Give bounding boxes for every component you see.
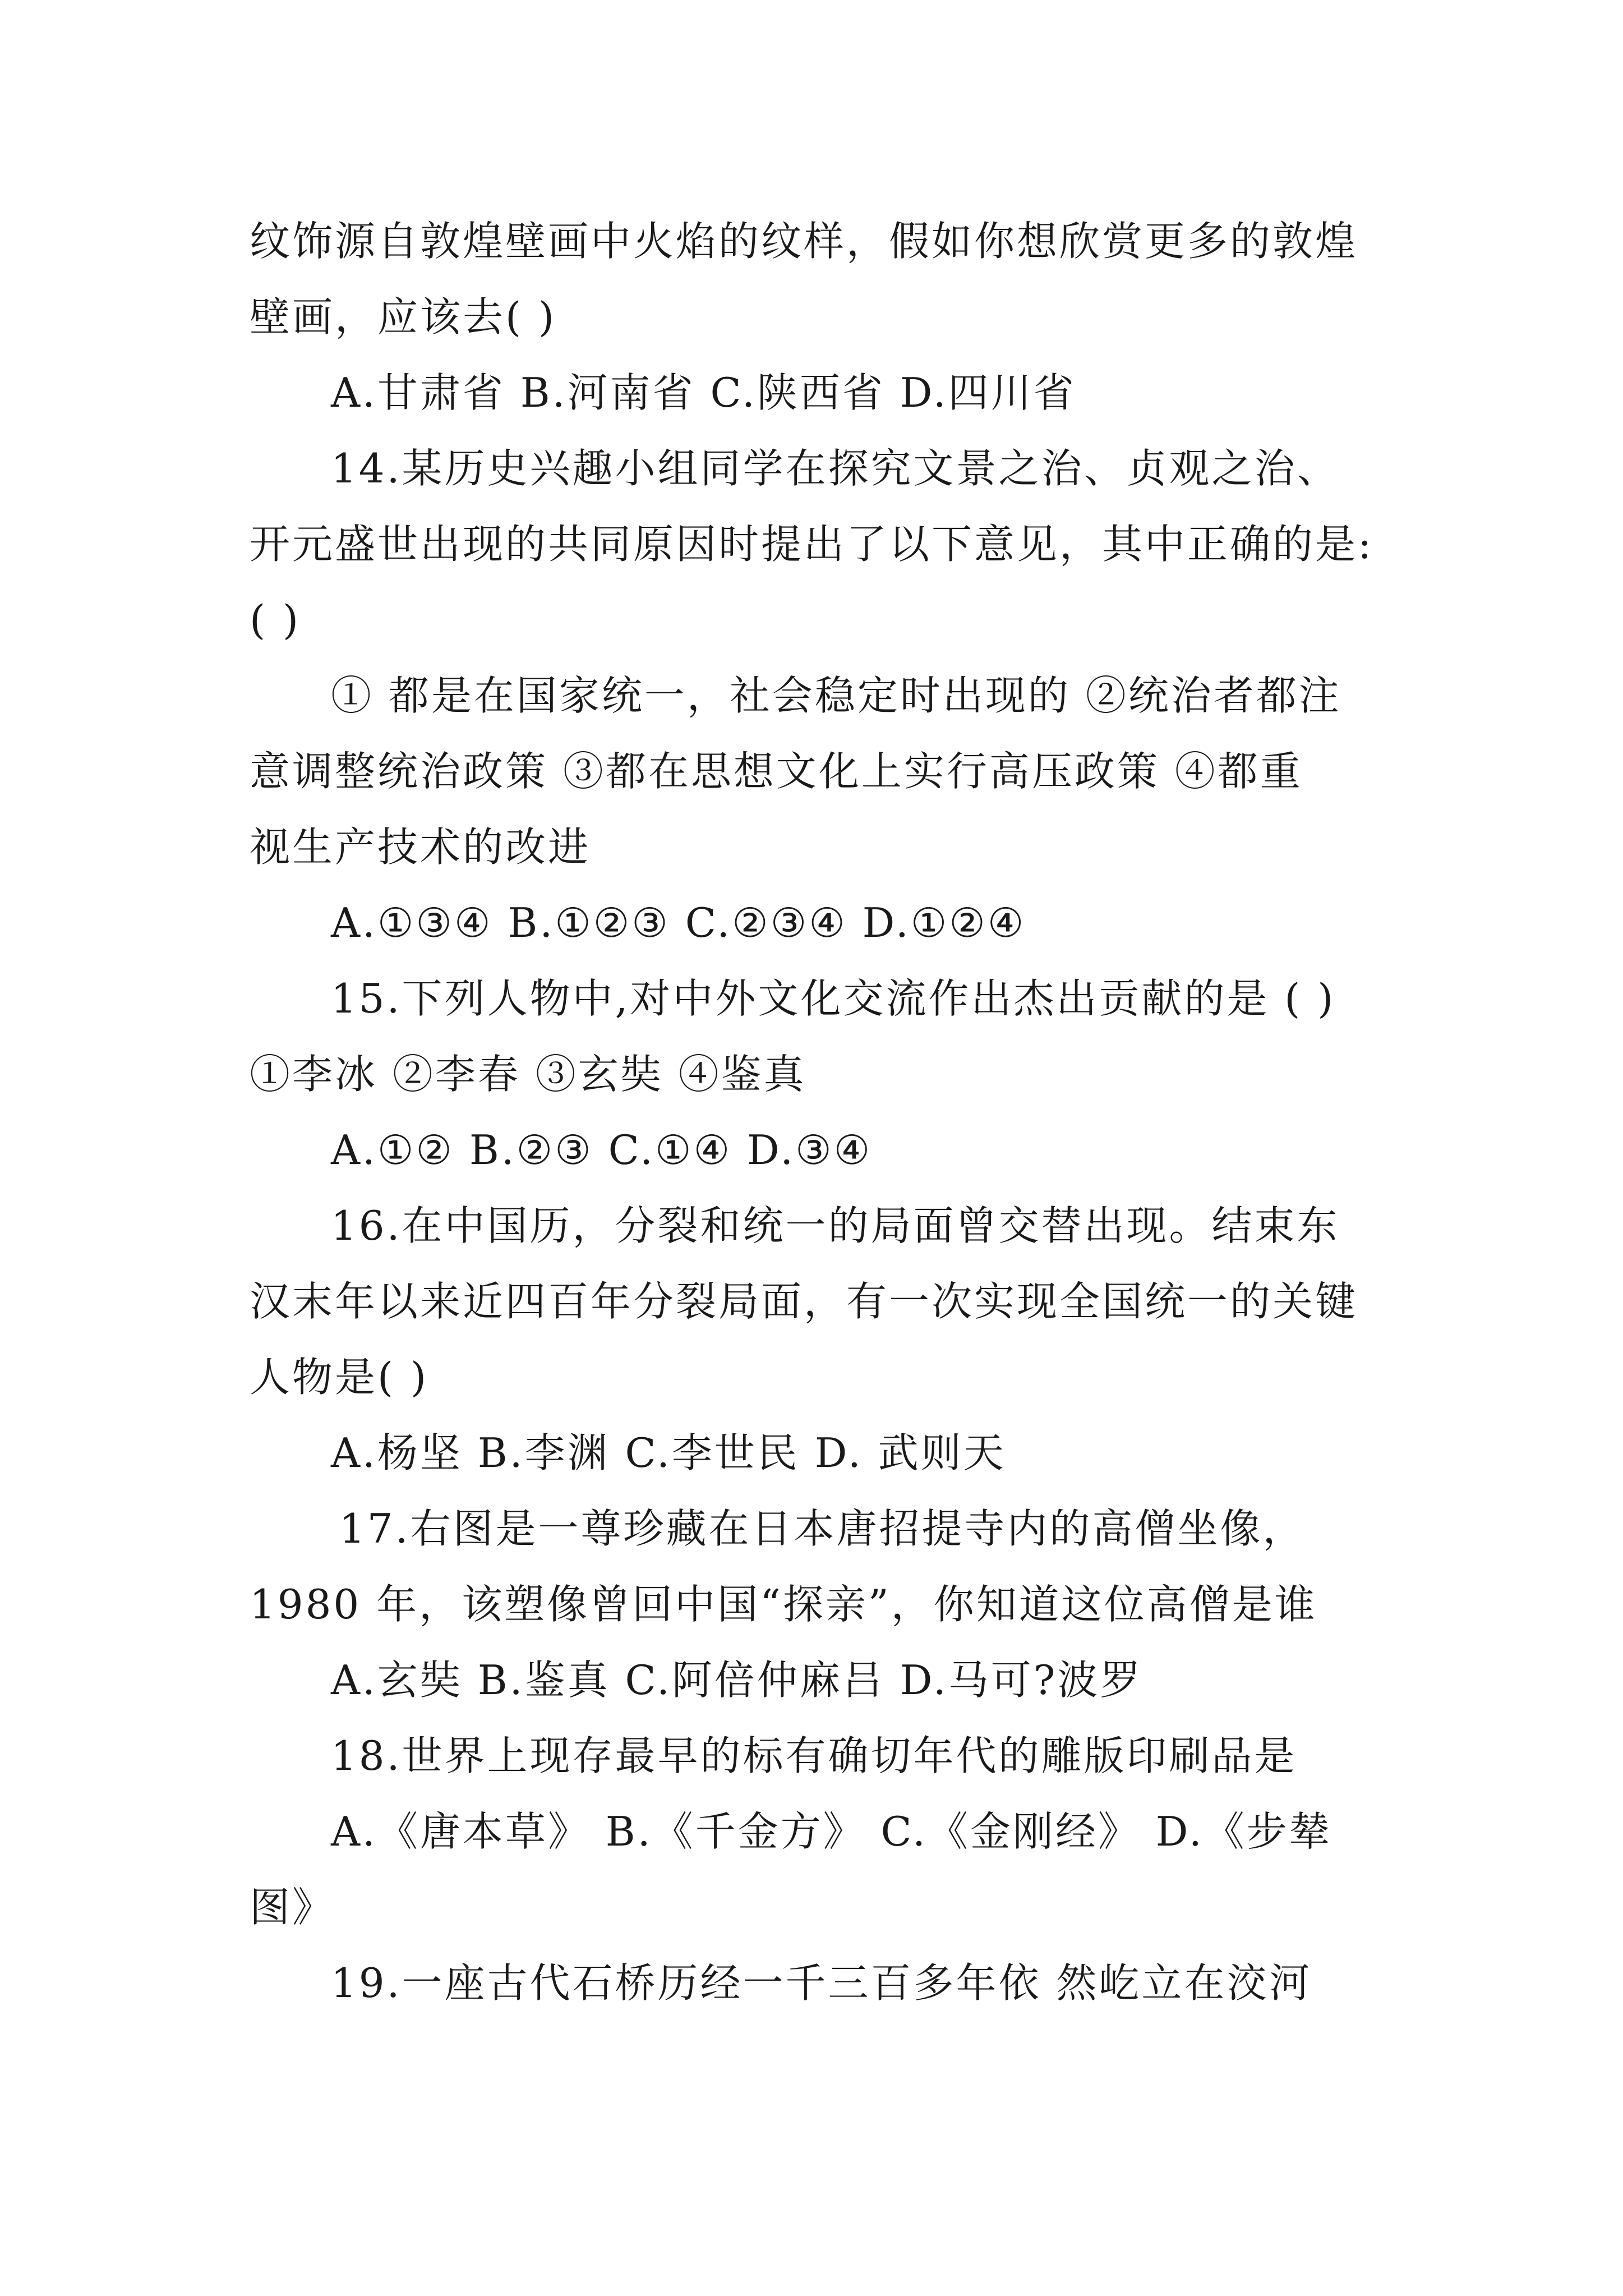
- text-line: 壁画，应该去( ): [250, 293, 557, 341]
- question-16: 16.在中国历，分裂和统一的局面曾交替出现。结束东: [331, 1202, 1340, 1249]
- text-line: 图》: [250, 1884, 335, 1931]
- answer-options: A.《唐本草》 B.《千金方》 C.《金刚经》 D.《步辇: [331, 1808, 1332, 1855]
- answer-options: A.甘肃省 B.河南省 C.陕西省 D.四川省: [331, 369, 1076, 416]
- question-18: 18.世界上现存最早的标有确切年代的雕版印刷品是: [331, 1732, 1297, 1779]
- answer-options: A.杨坚 B.李渊 C.李世民 D. 武则天: [331, 1429, 1006, 1476]
- text-line: ①李冰 ②李春 ③玄奘 ④鉴真: [250, 1051, 806, 1098]
- text-line: 纹饰源自敦煌壁画中火焰的纹样，假如你想欣赏更多的敦煌: [250, 218, 1358, 265]
- answer-options: A.玄奘 B.鉴真 C.阿倍仲麻吕 D.马可?波罗: [331, 1657, 1143, 1704]
- text-line: ① 都是在国家统一，社会稳定时出现的 ②统治者都注: [331, 672, 1341, 719]
- text-line: 意调整统治政策 ③都在思想文化上实行高压政策 ④都重: [250, 748, 1303, 795]
- question-19: 19.一座古代石桥历经一千三百多年依 然屹立在洨河: [331, 1959, 1312, 2007]
- text-line: 人物是( ): [250, 1354, 429, 1401]
- text-line: 1980 年，该塑像曾回中国“探亲”，你知道这位高僧是谁: [250, 1581, 1317, 1628]
- text-line: 视生产技术的改进: [250, 823, 591, 871]
- answer-options: A.①② B.②③ C.①④ D.③④: [331, 1126, 873, 1174]
- text-line: 汉末年以来近四百年分裂局面，有一次实现全国统一的关键: [250, 1278, 1358, 1325]
- question-15: 15.下列人物中,对中外文化交流作出杰出贡献的是 ( ): [331, 975, 1336, 1022]
- question-14: 14.某历史兴趣小组同学在探究文景之治、贞观之治、: [331, 445, 1340, 492]
- question-17: 17.右图是一尊珍藏在日本唐招提寺内的高僧坐像，: [339, 1505, 1306, 1552]
- text-line: ( ): [250, 596, 301, 643]
- answer-options: A.①③④ B.①②③ C.②③④ D.①②④: [331, 899, 1026, 946]
- text-line: 开元盛世出现的共同原因时提出了以下意见，其中正确的是:: [250, 521, 1374, 568]
